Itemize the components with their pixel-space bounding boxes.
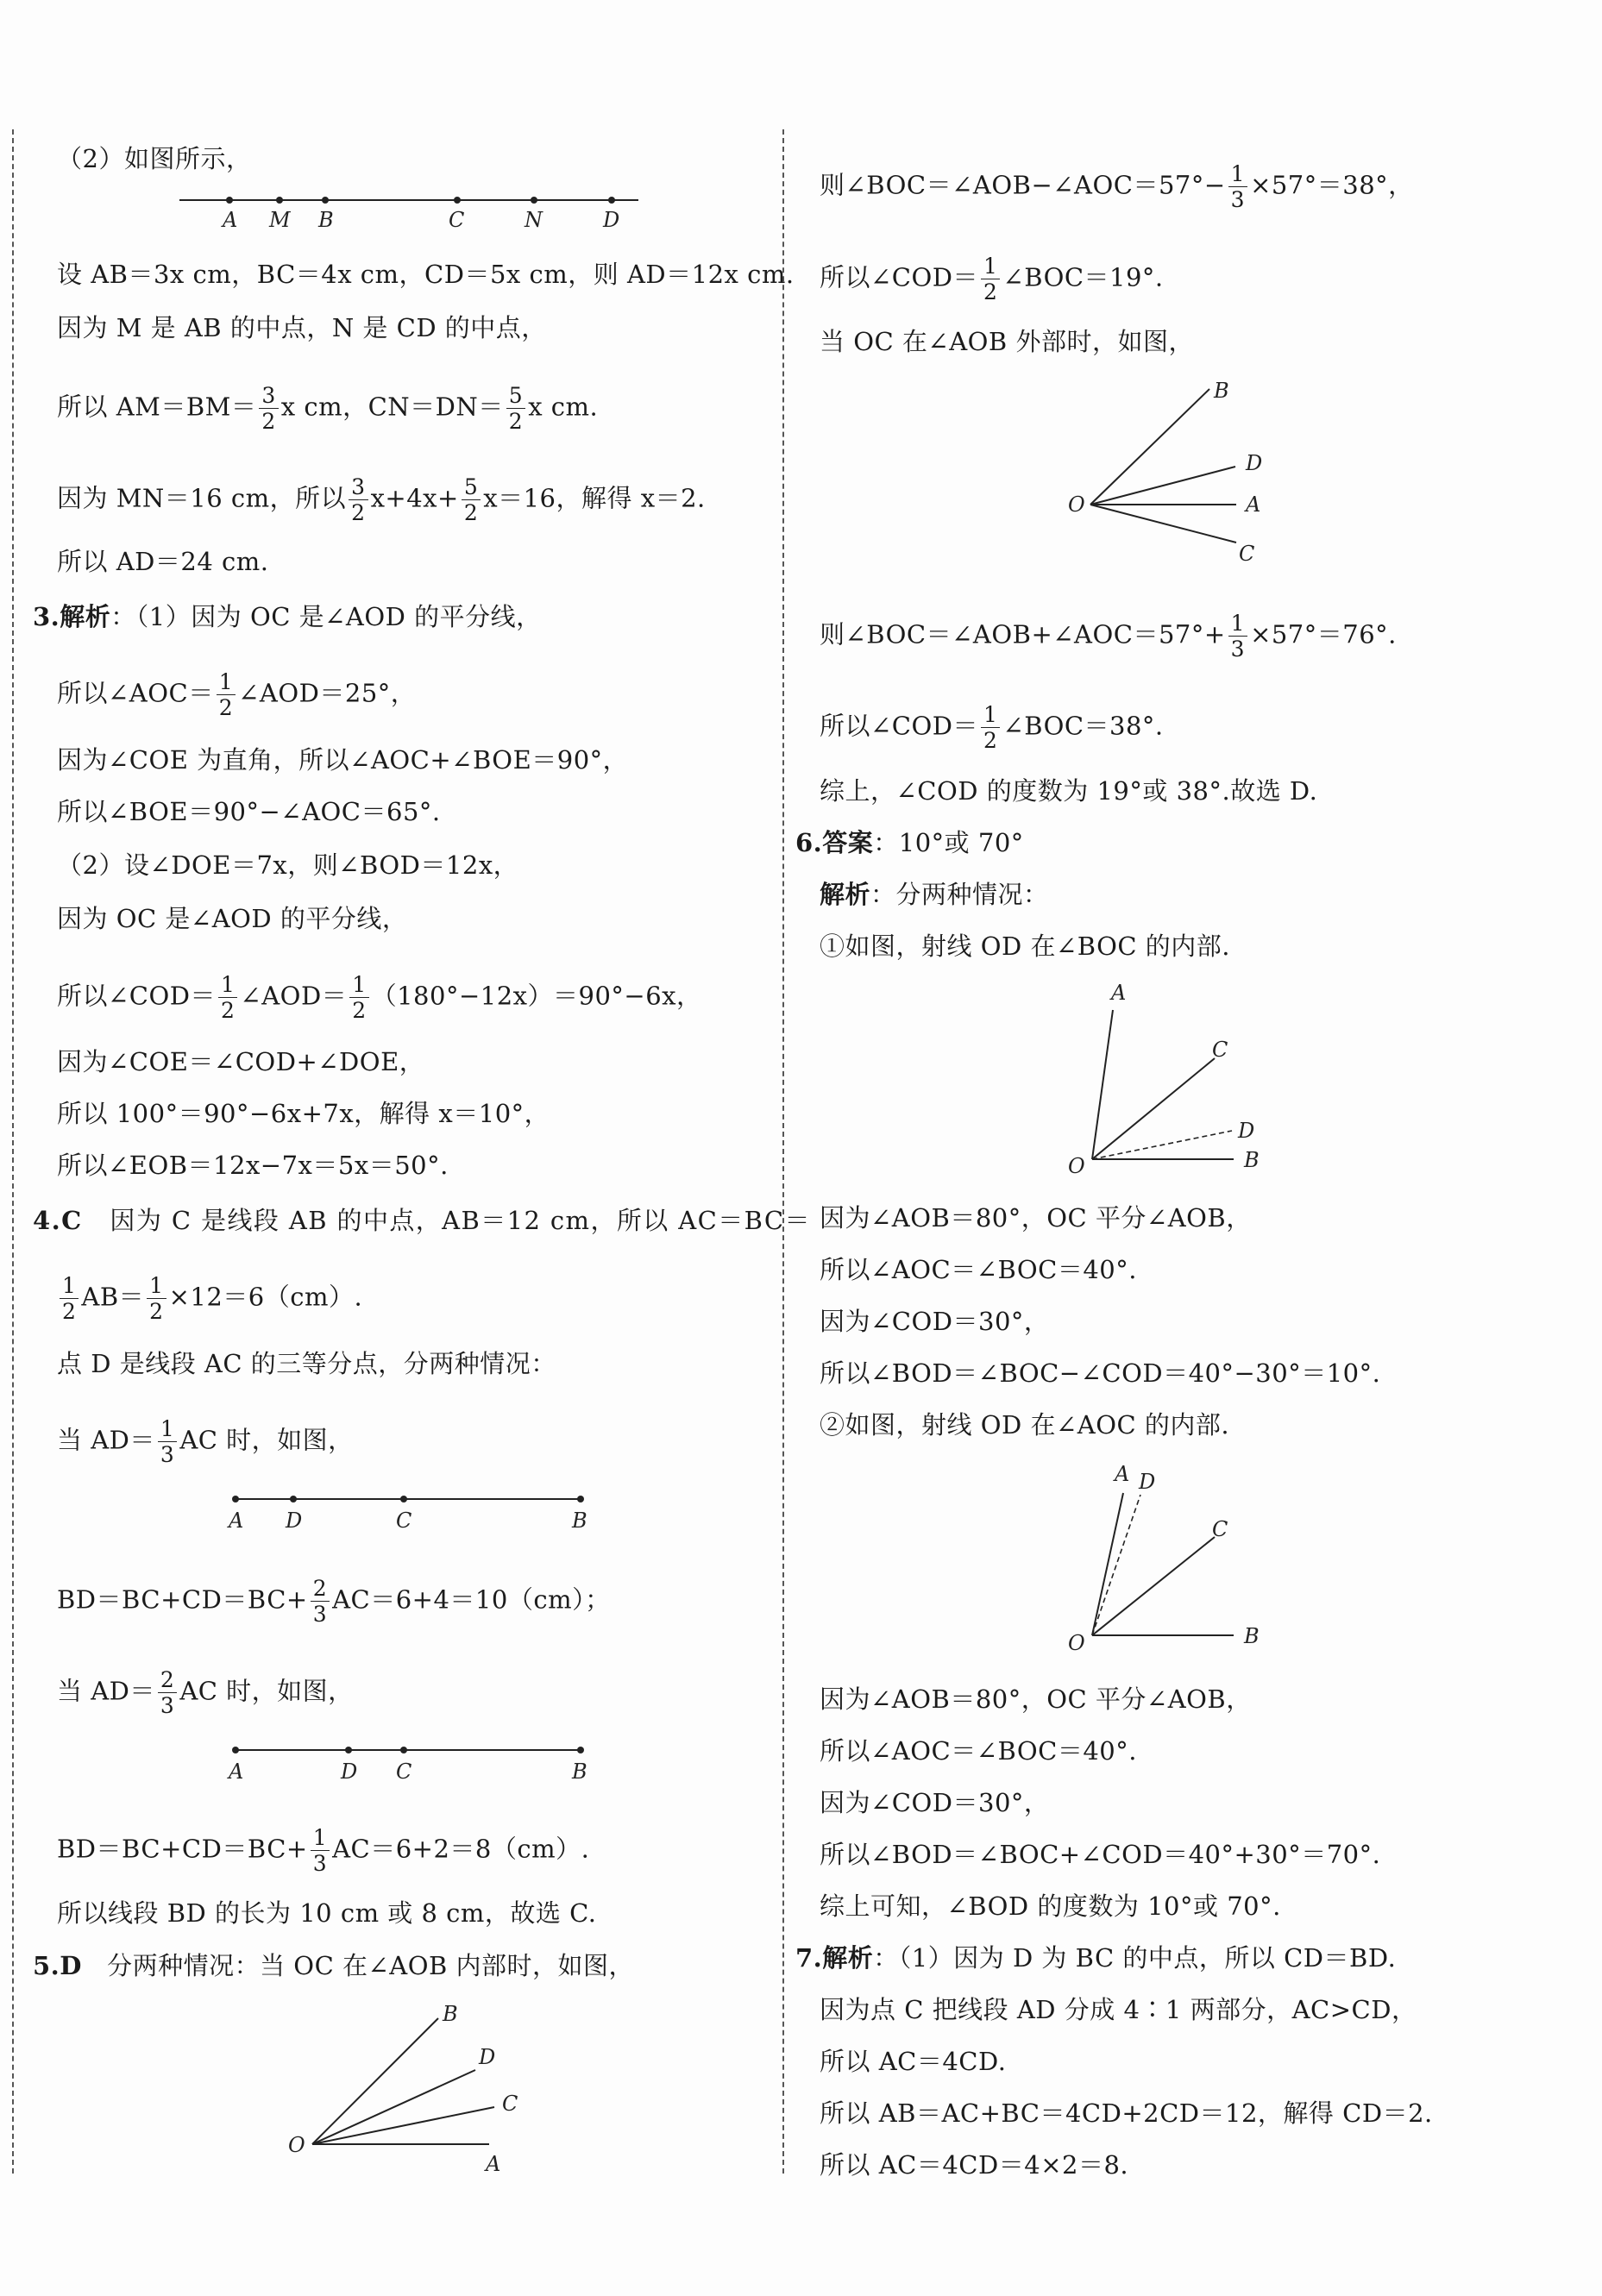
q7-line2: 因为点 C 把线段 AD 分成 4∶1 两部分，AC>CD， [820,1995,1417,2024]
q3-line7: 所以∠COD＝ $\frac{1}{2}$ ∠AOD＝ $\frac{1}{2}$ （180°−12x）＝90°−6x， [57,972,702,1023]
p2-line4: 因为 MN＝16 cm，所以 $\frac{3}{2}$ x+4x+ $\frac{5}{2}$ x＝16，解得 x＝2. [57,474,706,525]
column-divider [782,129,784,2174]
label-d: D [479,2045,496,2069]
p2-line2: 因为 M 是 AB 的中点，N 是 CD 的中点， [57,313,547,342]
label-m: M [269,208,291,232]
q4-line2: $\frac{1}{2}$ AB＝ $\frac{1}{2}$ ×12＝6（cm）. [57,1273,362,1324]
q6-line8: 因为∠AOB＝80°，OC 平分∠AOB， [820,1684,1252,1714]
q6-line1: 解析：分两种情况： [820,880,1049,909]
p2-head: （2）如图所示， [57,144,252,173]
label-o: O [1068,1154,1085,1178]
q7-line4: 所以 AB＝AC+BC＝4CD+2CD＝12，解得 CD＝2. [820,2098,1433,2128]
q4-line7: BD＝BC+CD＝BC+ $\frac{1}{3}$ AC＝6+2＝8（cm）. [57,1825,590,1876]
label-a: A [486,2152,501,2176]
q4-line6: 当 AD＝ $\frac{2}{3}$ AC 时，如图， [57,1667,354,1718]
segment-figure-adcb-1 [220,1485,600,1537]
q4-line1: 4.C 因为 C 是线段 AB 的中点，AB＝12 cm，所以 AC＝BC＝ [33,1206,811,1235]
label-a: A [1246,492,1261,517]
q4-line8: 所以线段 BD 的长为 10 cm 或 8 cm，故选 C. [57,1898,597,1928]
label-b: B [1244,1624,1260,1648]
q6-line2: ①如图，射线 OD 在∠BOC 的内部. [820,932,1231,961]
label-o: O [1068,1631,1085,1655]
label-o: O [288,2133,305,2157]
label-a: A [223,208,238,232]
p2-line5: 所以 AD＝24 cm. [57,547,269,576]
q4-line3: 点 D 是线段 AC 的三等分点，分两种情况： [57,1349,556,1378]
label-d: D [1246,451,1263,475]
angle-figure-q5-outside [1061,375,1285,574]
q6-line4: 所以∠AOC＝∠BOC＝40°. [820,1255,1137,1284]
label-d: D [341,1760,358,1784]
q7-line5: 所以 AC＝4CD＝4×2＝8. [820,2150,1129,2180]
q6-line6: 所以∠BOD＝∠BOC−∠COD＝40°−30°＝10°. [820,1358,1381,1388]
p2-line1: 设 AB＝3x cm，BC＝4x cm，CD＝5x cm，则 AD＝12x cm. [57,260,795,289]
label-a: A [1115,1462,1130,1486]
r-line3: 当 OC 在∠AOB 外部时，如图， [820,327,1194,356]
q3-line6: 因为 OC 是∠AOD 的平分线， [57,904,408,933]
label-b: B [572,1509,587,1533]
label-b: B [572,1760,587,1784]
label-n: N [525,208,543,232]
q3-line2: 所以∠AOC＝ $\frac{1}{2}$ ∠AOD＝25°， [57,669,417,720]
r-line6: 综上，∠COD 的度数为 19°或 38°.故选 D. [820,776,1318,806]
label-b: B [443,2002,458,2026]
angle-figure-q6-case2 [1061,1460,1285,1659]
q7-line3: 所以 AC＝4CD. [820,2047,1007,2076]
label-c: C [1239,542,1255,566]
q6-line5: 因为∠COD＝30°， [820,1307,1050,1336]
angle-figure-q5-inside [285,1997,543,2176]
q6-line3: 因为∠AOB＝80°，OC 平分∠AOB， [820,1203,1252,1233]
label-c: C [1212,1038,1228,1062]
q6-line11: 所以∠BOD＝∠BOC+∠COD＝40°+30°＝70°. [820,1840,1381,1869]
q3-line9: 所以 100°＝90°−6x+7x，解得 x＝10°， [57,1099,550,1128]
q6-line10: 因为∠COD＝30°， [820,1788,1050,1817]
r-line5: 所以∠COD＝ $\frac{1}{2}$ ∠BOC＝38°. [820,702,1164,753]
q6-line12: 综上可知，∠BOD 的度数为 10°或 70°. [820,1891,1281,1921]
label-b: B [1244,1148,1260,1172]
label-o: O [1068,492,1085,517]
segment-figure-amb-cnd [173,185,656,237]
left-margin-dash [12,129,14,2174]
q5-line1: 5.D 分两种情况：当 OC 在∠AOB 内部时，如图， [33,1951,635,1980]
q3-line1: 3.解析：（1）因为 OC 是∠AOD 的平分线， [33,602,542,631]
label-b: B [1214,379,1229,403]
q6-answer: 6.答案：10°或 70° [795,828,1024,857]
label-c: C [449,208,465,232]
q4-line5: BD＝BC+CD＝BC+ $\frac{2}{3}$ AC＝6+4＝10（cm）； [57,1576,611,1627]
segment-figure-adcb-2 [220,1736,600,1788]
label-a: A [229,1760,244,1784]
q3-line8: 因为∠COE＝∠COD+∠DOE， [57,1047,425,1076]
label-c: C [1212,1517,1228,1541]
r-line1: 则∠BOC＝∠AOB−∠AOC＝57°− $\frac{1}{3}$ ×57°＝38°， [820,161,1414,212]
label-b: B [318,208,334,232]
label-d: D [286,1509,303,1533]
label-a: A [229,1509,244,1533]
label-a: A [1111,981,1127,1005]
label-c: C [396,1509,412,1533]
r-line2: 所以∠COD＝ $\frac{1}{2}$ ∠BOC＝19°. [820,254,1164,304]
label-c: C [502,2092,518,2116]
q3-line4: 所以∠BOE＝90°−∠AOC＝65°. [57,797,441,826]
q4-line4: 当 AD＝ $\frac{1}{3}$ AC 时，如图， [57,1416,354,1467]
label-c: C [396,1760,412,1784]
angle-figure-q6-case1 [1061,979,1285,1177]
label-d: D [603,208,620,232]
q3-line3: 因为∠COE 为直角，所以∠AOC+∠BOE＝90°， [57,745,629,775]
q6-line7: ②如图，射线 OD 在∠AOC 的内部. [820,1410,1230,1440]
q3-line10: 所以∠EOB＝12x−7x＝5x＝50°. [57,1151,449,1180]
r-line4: 则∠BOC＝∠AOB+∠AOC＝57°+ $\frac{1}{3}$ ×57°＝76°. [820,611,1397,662]
q7-line1: 7.解析：（1）因为 D 为 BC 的中点，所以 CD＝BD. [795,1943,1397,1973]
q3-line5: （2）设∠DOE＝7x，则∠BOD＝12x， [57,850,519,880]
q6-line9: 所以∠AOC＝∠BOC＝40°. [820,1736,1137,1766]
label-d: D [1139,1470,1156,1494]
p2-line3: 所以 AM＝BM＝ $\frac{3}{2}$ x cm，CN＝DN＝ $\frac{5}{2}$ x cm. [57,383,599,434]
label-d: D [1238,1119,1255,1143]
